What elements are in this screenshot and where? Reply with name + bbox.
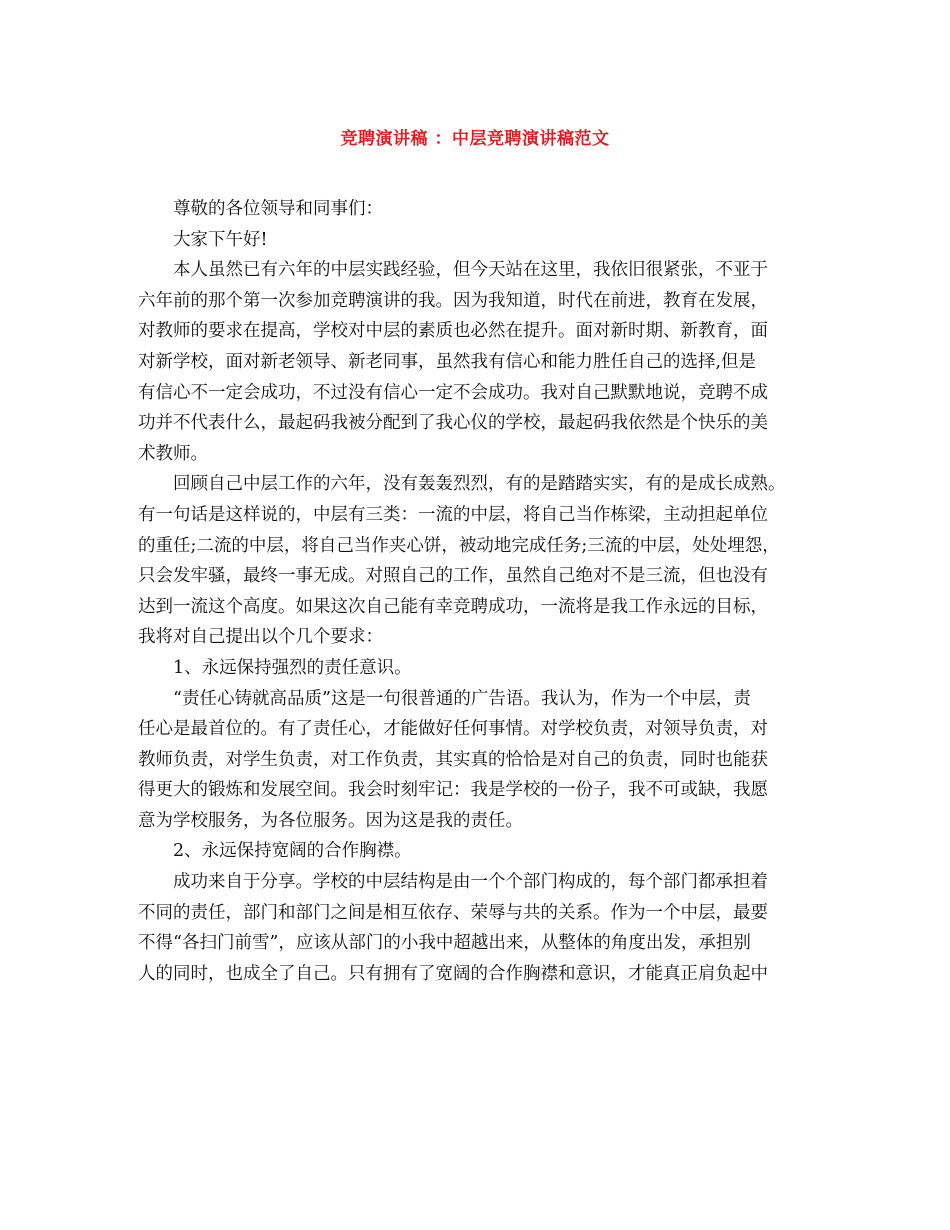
text-line: 大家下午好! — [173, 229, 268, 250]
document-body — [138, 194, 828, 989]
text-line: 有一句话是这样说的，中层有三类：一流的中层，将自己当作栋梁，主动担起单位 — [138, 504, 768, 525]
text-line: 不得“各扫门前雪”，应该从部门的小我中超越出来，从整体的角度出发，承担别 — [138, 933, 751, 954]
text-line: “责任心铸就高品质”这是一句很普通的广告语。我认为，作为一个中层，责 — [173, 688, 751, 709]
text-line: 只会发牢骚，最终一事无成。对照自己的工作，虽然自己绝对不是三流，但也没有 — [138, 566, 768, 587]
text-line: 术教师。 — [138, 443, 208, 464]
text-line: 回顾自己中层工作的六年，没有轰轰烈烈，有的是踏踏实实，有的是成长成熟。 — [173, 474, 786, 495]
text-line: 1、永远保持强烈的责任意识。 — [173, 657, 412, 678]
text-line: 人的同时，也成全了自己。只有拥有了宽阔的合作胸襟和意识，才能真正肩负起中 — [138, 963, 768, 984]
text-line: 有信心不一定会成功，不过没有信心一定不会成功。我对自己默默地说，竞聘不成 — [138, 382, 768, 403]
text-line: 对新学校，面对新老领导、新老同事，虽然我有信心和能力胜任自己的选择,但是 — [138, 351, 757, 372]
text-line: 我将对自己提出以个几个要求： — [138, 627, 383, 648]
text-line: 任心是最首位的。有了责任心，才能做好任何事情。对学校负责，对领导负责，对 — [138, 719, 768, 740]
text-line: 功并不代表什么，最起码我被分配到了我心仪的学校，最起码我依然是个快乐的美 — [138, 413, 768, 434]
text-line: 2、永远保持宽阔的合作胸襟。 — [173, 841, 412, 862]
text-line: 本人虽然已有六年的中层实践经验，但今天站在这里，我依旧很紧张，不亚于 — [173, 260, 768, 281]
document-title: 竞聘演讲稿 ：中层竞聘演讲稿范文 — [340, 129, 610, 149]
text-line: 对教师的要求在提高，学校对中层的素质也必然在提升。面对新时期、新教育，面 — [138, 321, 768, 342]
text-line: 的重任;二流的中层，将自己当作夹心饼，被动地完成任务;三流的中层，处处埋怨， — [138, 535, 780, 556]
text-line: 得更大的锻炼和发展空间。我会时刻牢记：我是学校的一份子，我不可或缺，我愿 — [138, 780, 768, 801]
text-line: 六年前的那个第一次参加竞聘演讲的我。因为我知道，时代在前进，教育在发展， — [138, 290, 768, 311]
text-line: 尊敬的各位领导和同事们： — [173, 199, 383, 219]
text-line: 意为学校服务，为各位服务。因为这是我的责任。 — [138, 810, 523, 831]
text-line: 成功来自于分享。学校的中层结构是由一个个部门构成的，每个部门都承担着 — [173, 872, 768, 893]
text-line: 达到一流这个高度。如果这次自己能有幸竞聘成功，一流将是我工作永远的目标， — [138, 596, 768, 617]
text-line: 教师负责，对学生负责，对工作负责，其实真的恰恰是对自己的负责，同时也能获 — [138, 749, 768, 770]
text-line: 不同的责任，部门和部门之间是相互依存、荣辱与共的关系。作为一个中层，最要 — [138, 902, 768, 923]
